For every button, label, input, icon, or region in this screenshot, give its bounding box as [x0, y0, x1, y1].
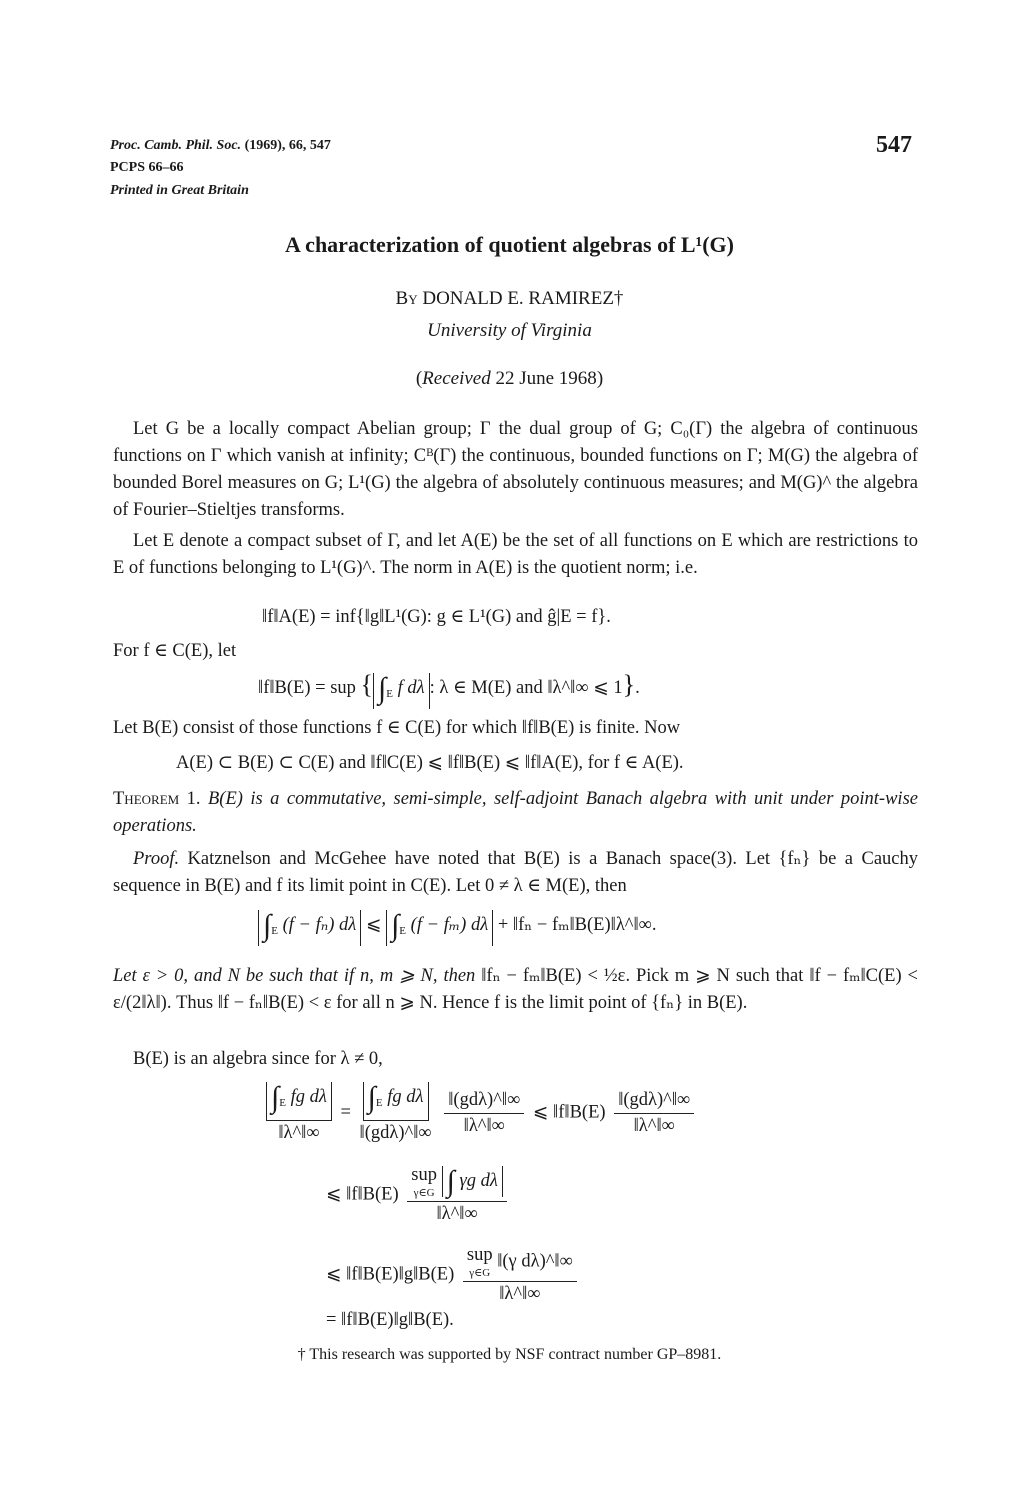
proof-label: Proof. [133, 849, 180, 869]
equation-algebra-line1: $\frac{\int_E fg d\lambda}{‖\lambda\^{}‖\infty}$ = $\frac{\int_E fg d\lambda}{\text{‖(gdλ)\textasciicircum{}‖∞}}$ $\frac{\text{‖(gdλ)\textasciicircum{}‖∞}}{‖\lambda\^{}‖\infty}$ ⩽ ‖f‖B(E) $\frac{\text{‖(gdλ)\textasciicircum{}‖∞}}{‖\lambda\^{}‖\infty}$ [262, 1082, 698, 1144]
sup-label-1: sup [411, 1165, 437, 1185]
den-lambda-1: ‖λ^‖∞ [278, 1123, 320, 1143]
sup-sub-1: γ∈G [413, 1187, 435, 1199]
footnote: † This research was supported by NSF contract number GP–8981. [297, 1346, 722, 1363]
num-gamma-dl: ‖(γ dλ)^‖∞ [497, 1251, 573, 1272]
paragraph-definitions: Let G be a locally compact Abelian group; Γ the dual group of G; C₀(Γ) the algebra of continuous functions on Γ which vanish at infinity; Cᴮ(Γ) the continuous, bounded functions on Γ; M(G) the algebra of bounded Borel measures on G; L¹(G) the algebra of absolutely continuous measures; and M(G)^ the algebra of Fourier–Stieltjes transforms. [113, 419, 918, 520]
den-lambda-2: ‖λ^‖∞ [463, 1115, 505, 1136]
equation-b-norm: ‖f‖B(E) = sup { $\int_E$ f dλ : λ ∈ M(E) and ‖λ^‖∞ ⩽ 1}. [258, 670, 640, 709]
received-label: Received [422, 368, 491, 389]
le-norm-f-2: ⩽ ‖f‖B(E) [326, 1184, 399, 1205]
den-gdl: ‖(gdλ)^‖∞ [359, 1123, 432, 1143]
theorem-label: Theorem 1. [113, 789, 201, 809]
equation-quotient-norm: ‖f‖A(E) = inf{‖g‖L¹(G): g ∈ L¹(G) and ĝ|E = f}. [262, 607, 611, 627]
journal-volume: (1969), 66, 547 [241, 138, 331, 153]
p6: B(E) is an algebra since for λ ≠ 0, [133, 1049, 383, 1069]
le-norm-fg: ⩽ ‖f‖B(E)‖g‖B(E) [326, 1264, 455, 1285]
eq4-tail: + ‖fₙ − fₘ‖B(E)‖λ^‖∞. [497, 915, 657, 935]
num-gdl-2: ‖(gdλ)^‖∞ [614, 1090, 694, 1114]
paper-code: PCPS 66–66 [110, 160, 184, 175]
proof-paragraph [113, 846, 918, 900]
equation-algebra-line2: ⩽ ‖f‖B(E) sup γ∈G ∫ γg dλ ‖λ^‖∞ [326, 1165, 511, 1225]
p5-italic: Let ε > 0, and N be such that if n, m ⩾ N, then [113, 966, 476, 986]
theorem-text: B(E) is a commutative, semi-simple, self-adjoint Banach algebra with unit under point-wise operations. [113, 789, 918, 836]
page-number: 547 [876, 132, 912, 158]
den-lambda-5: ‖λ^‖∞ [499, 1284, 541, 1304]
eq2-right: : λ ∈ M(E) and ‖λ^‖∞ ⩽ 1 [429, 678, 623, 698]
received-line: (Received 22 June 1968) [415, 368, 604, 389]
eq2-left: ‖f‖B(E) = sup [258, 678, 356, 698]
theorem-1 [113, 786, 918, 840]
affiliation: University of Virginia [427, 320, 592, 341]
received-date: 22 June 1968 [490, 368, 597, 389]
proof-text: Katznelson and McGehee have noted that B(E) is a Banach space(3). Let {fₙ} be a Cauchy sequence in B(E) and f its limit point in C(E). Let 0 ≠ λ ∈ M(E), then [113, 849, 918, 896]
den-lambda-3: ‖λ^‖∞ [633, 1115, 675, 1136]
printed-note: Printed in Great Britain [110, 183, 249, 198]
journal-citation [110, 136, 331, 156]
sup-sub-2: γ∈G [469, 1267, 491, 1279]
paper-title: A characterization of quotient algebras of L¹(G) [285, 232, 734, 257]
author-name: DONALD E. RAMIREZ† [422, 288, 624, 309]
equation-algebra-line4: = ‖f‖B(E)‖g‖B(E). [326, 1310, 454, 1330]
equation-cauchy: $\int_E$ (f − fₙ) dλ ⩽ $\int_E$ (f − fₘ) dλ + ‖fₙ − fₘ‖B(E)‖λ^‖∞. [258, 910, 656, 946]
den-lambda-4: ‖λ^‖∞ [436, 1204, 478, 1224]
journal-name: Proc. Camb. Phil. Soc. [110, 138, 242, 153]
paragraph-b-finite: Let B(E) consist of those functions f ∈ C(E) for which ‖f‖B(E) is finite. Now [113, 718, 681, 738]
equation-algebra-line3 [326, 1245, 581, 1305]
paragraph-quotient: Let E denote a compact subset of Γ, and let A(E) be the set of all functions on E which are restrictions to E of functions belonging to L¹(G)^. The norm in A(E) is the quotient norm; i.e. [113, 531, 918, 578]
p5-rest: ‖fₙ − fₘ‖B(E) < ½ε. Pick m ⩾ N such that ‖f − fₘ‖C(E) < ε/(2‖λ‖). Thus ‖f − fₙ‖B(E) < ε for all n ⩾ N. Hence f is the limit point of {fₙ} in B(E). [113, 966, 918, 1013]
le-norm-f-1: ⩽ ‖f‖B(E) [532, 1102, 606, 1123]
num-gdl: ‖(gdλ)^‖∞ [444, 1090, 524, 1114]
sup-label-2: sup [466, 1245, 493, 1265]
author-line [0, 288, 1019, 310]
paragraph-limit [113, 963, 918, 1017]
author-prefix: By [395, 288, 418, 309]
paragraph-for-f: For f ∈ C(E), let [113, 641, 237, 661]
equation-inclusions: A(E) ⊂ B(E) ⊂ C(E) and ‖f‖C(E) ⩽ ‖f‖B(E) ⩽ ‖f‖A(E), for f ∈ A(E). [176, 753, 684, 773]
intro-paragraph [113, 416, 918, 582]
paragraph-algebra [113, 1046, 918, 1073]
